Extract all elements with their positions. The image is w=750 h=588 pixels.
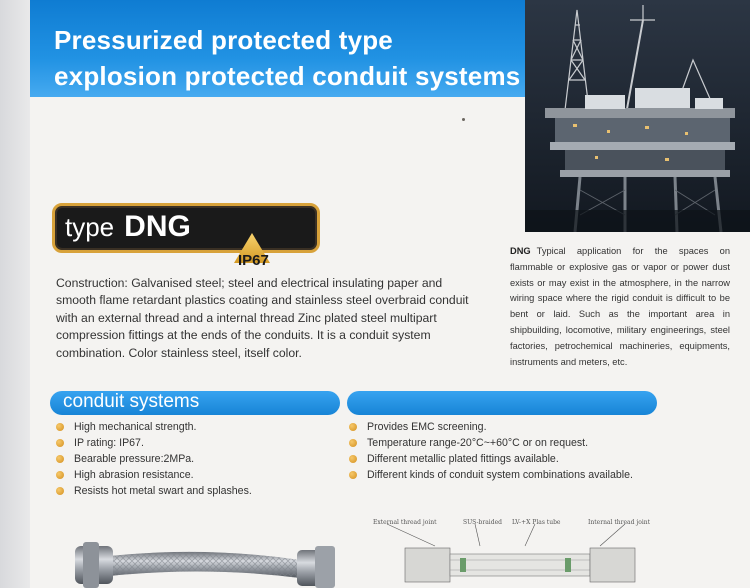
orange-dot-icon: [56, 471, 64, 479]
feature-text: Resists hot metal swart and splashes.: [74, 485, 252, 497]
conduit-systems-heading: conduit systems: [63, 391, 200, 412]
ip-rating-label: IP67: [238, 252, 269, 269]
diagram-label-plastic-tube: LV-+X Plas tube: [512, 519, 561, 526]
list-item: [349, 467, 633, 483]
feature-text: IP rating: IP67.: [74, 437, 144, 449]
construction-text: Construction: Galvanised steel; steel and electrical insulating paper and smooth flame retardant plastics coating and stainless steel overbraid conduit with an external thread and a internal thread Zinc plated steel multipart compression fittings at the ends of the conduits. It is a conduit system combination. Color stainless steel, itself color.: [56, 276, 469, 360]
diagram-label-braided: SUS-braided: [463, 519, 502, 526]
list-item: [56, 451, 252, 467]
feature-text: Different kinds of conduit system combinations available.: [367, 469, 633, 481]
type-code: DNG: [124, 210, 191, 243]
conduit-cross-section-diagram: [365, 516, 665, 588]
left-page-strip: [0, 0, 30, 588]
dng-description-lead: DNG: [510, 246, 531, 256]
feature-text: Provides EMC screening.: [367, 421, 487, 433]
list-item: [349, 451, 633, 467]
orange-dot-icon: [56, 455, 64, 463]
feature-text: Temperature range-20°C~+60°C or on request.: [367, 437, 589, 449]
list-item: [56, 467, 252, 483]
list-item: [56, 419, 252, 435]
orange-dot-icon: [349, 439, 357, 447]
list-item: [349, 419, 633, 435]
orange-dot-icon: [56, 487, 64, 495]
dng-description-body: Typical application for the spaces on flammable or explosive gas or vapor or power dust exists or may exist in the atmosphere, in the narrow wiring space where the rigid conduit is difficult to be bent or laid. Such as the important area in shipbuilding, locomotive, military engineerings, steel factories, petrochemical machineries, equipments, instruments and meters, etc.: [510, 246, 730, 367]
left-feature-list: [56, 419, 252, 499]
dng-description: [510, 244, 730, 370]
orange-dot-icon: [349, 423, 357, 431]
list-item: [349, 435, 633, 451]
features-banner: [347, 391, 657, 415]
diagram-label-external-thread: External thread joint: [373, 519, 437, 526]
feature-text: High mechanical strength.: [74, 421, 197, 433]
diagram-label-internal-thread: Internal thread joint: [588, 519, 651, 526]
feature-text: Bearable pressure:2MPa.: [74, 453, 195, 465]
orange-dot-icon: [56, 439, 64, 447]
type-badge-text: [65, 209, 191, 245]
type-word: type: [65, 212, 115, 242]
feature-text: High abrasion resistance.: [74, 469, 194, 481]
title-line-2: explosion protected conduit systems: [54, 61, 521, 91]
orange-dot-icon: [56, 423, 64, 431]
feature-text: Different metallic plated fittings available.: [367, 453, 559, 465]
braided-conduit-photo: [75, 528, 340, 588]
right-feature-list: [349, 419, 633, 483]
print-speck: [462, 118, 465, 121]
list-item: [56, 435, 252, 451]
title-line-1: Pressurized protected type: [54, 25, 393, 55]
list-item: [56, 483, 252, 499]
offshore-platform-photo: [525, 0, 750, 232]
orange-dot-icon: [349, 471, 357, 479]
page-title: [54, 22, 524, 94]
orange-dot-icon: [349, 455, 357, 463]
